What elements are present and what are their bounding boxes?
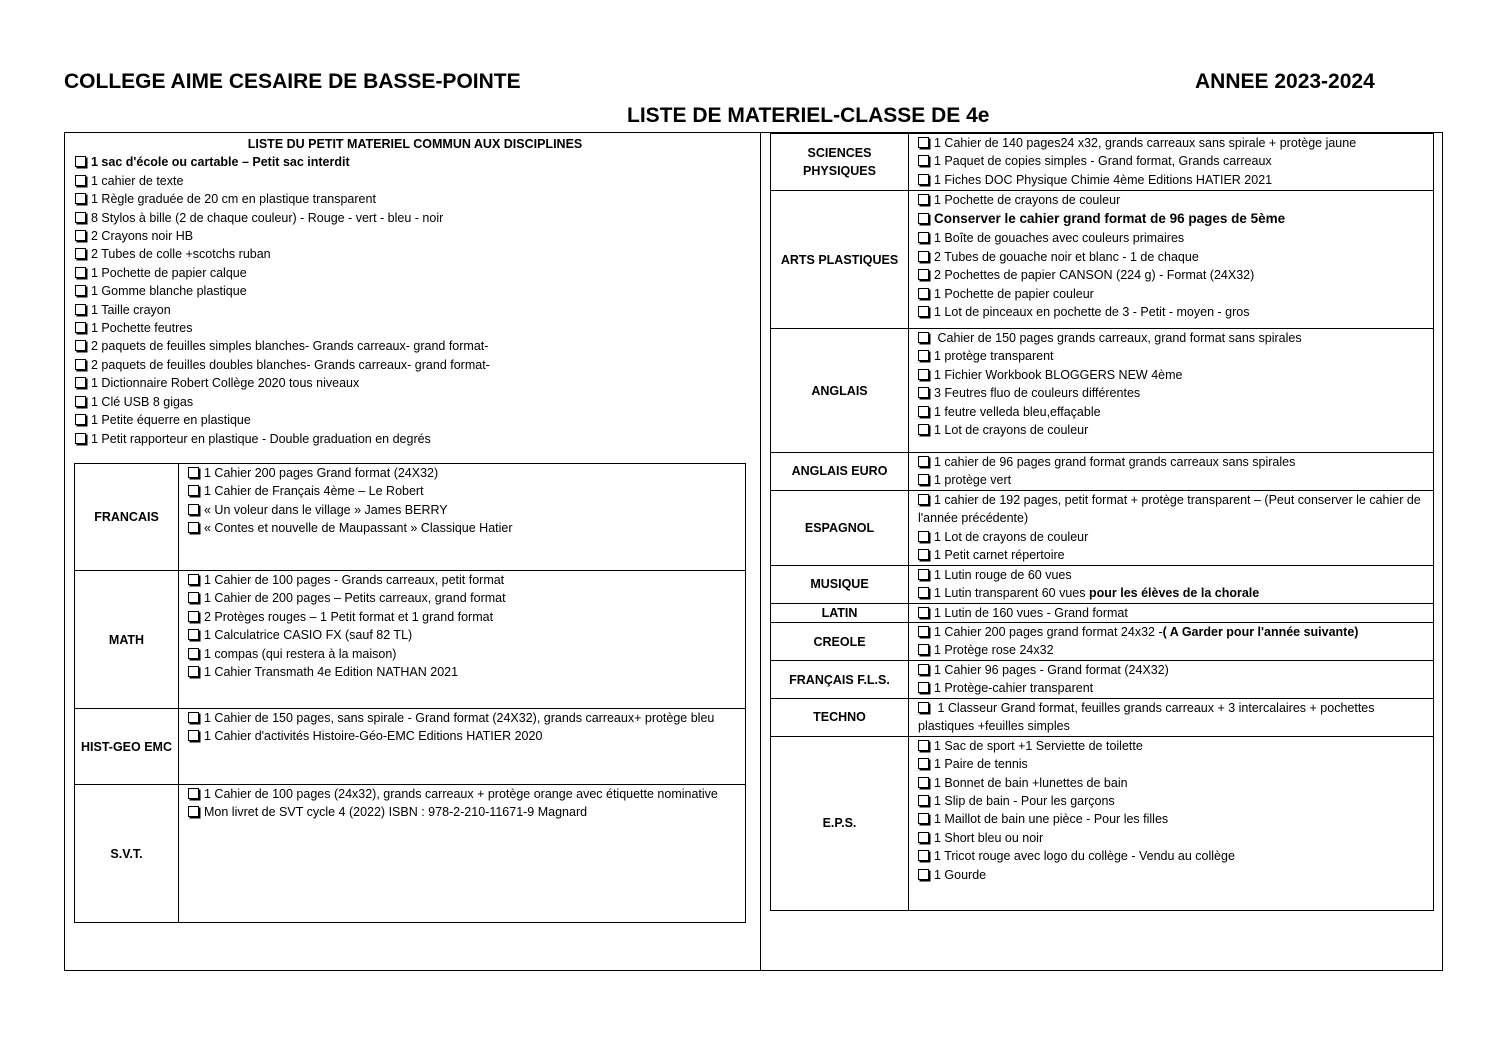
subject-row-svt — [75, 785, 746, 923]
checkbox-icon — [918, 406, 929, 417]
checkbox-icon — [918, 607, 929, 618]
list-item: 1 Boîte de gouaches avec couleurs primaires — [918, 229, 1429, 247]
checkbox-icon — [75, 175, 86, 186]
subject-row-math — [75, 571, 746, 709]
checkbox-icon — [918, 587, 929, 598]
subject-items — [179, 785, 746, 923]
subject-label: TECHNO — [771, 699, 909, 737]
checkbox-icon — [188, 611, 199, 622]
list-item: 1 Cahier de 150 pages, sans spirale - Grand format (24X32), grands carreaux+ protège bleu — [188, 709, 741, 727]
list-item: 1 Gomme blanche plastique — [75, 282, 755, 300]
subject-row-musique — [771, 565, 1434, 603]
checkbox-icon — [918, 664, 929, 675]
checkbox-icon — [918, 740, 929, 751]
checkbox-icon — [918, 758, 929, 769]
list-item: 1 Taille crayon — [75, 301, 755, 319]
checkbox-icon — [918, 531, 929, 542]
list-item: 1 Short bleu ou noir — [918, 829, 1429, 847]
checkbox-icon — [75, 285, 86, 296]
subject-items — [909, 603, 1434, 622]
checkbox-icon — [75, 340, 86, 351]
checkbox-icon — [918, 682, 929, 693]
checkbox-icon — [75, 377, 86, 388]
subject-label: MATH — [75, 571, 179, 709]
list-item: 2 Tubes de gouache noir et blanc - 1 de chaque — [918, 248, 1429, 266]
subject-label: ARTS PLASTIQUES — [771, 191, 909, 329]
subject-label: FRANÇAIS F.L.S. — [771, 661, 909, 699]
subject-row-hist-geo — [75, 709, 746, 785]
checkbox-icon — [918, 569, 929, 580]
list-item: Conserver le cahier grand format de 96 pages de 5ème — [918, 209, 1429, 229]
list-item: 1 Sac de sport +1 Serviette de toilette — [918, 737, 1429, 755]
list-item: 1 Lutin de 160 vues - Grand format — [918, 604, 1429, 622]
checkbox-icon — [188, 467, 199, 478]
subject-label: ESPAGNOL — [771, 490, 909, 565]
subject-label: E.P.S. — [771, 736, 909, 910]
subject-row-francais — [75, 464, 746, 571]
list-item: 1 Classeur Grand format, feuilles grands carreaux + 3 intercalaires + pochettes plastiques +feuilles simples — [918, 701, 1375, 734]
list-item: 1 protège transparent — [918, 347, 1429, 365]
list-item: 2 paquets de feuilles simples blanches- Grands carreaux- grand format- — [75, 337, 755, 355]
subject-row-francais-fls — [771, 661, 1434, 699]
list-item: 1 Cahier de 140 pages24 x32, grands carreaux sans spirale + protège jaune — [918, 134, 1429, 152]
list-item: 8 Stylos à bille (2 de chaque couleur) - Rouge - vert - bleu - noir — [75, 209, 755, 227]
checkbox-icon — [918, 456, 929, 467]
list-item: 1 Cahier 200 pages Grand format (24X32) — [188, 464, 741, 482]
subject-label: FRANCAIS — [75, 464, 179, 571]
subject-label: HIST-GEO EMC — [75, 709, 179, 785]
checkbox-icon — [918, 795, 929, 806]
checkbox-icon — [918, 194, 929, 205]
checkbox-icon — [188, 788, 199, 799]
list-item: 1 Gourde — [918, 866, 1429, 884]
list-item: 1 Petite équerre en plastique — [75, 411, 755, 429]
list-item: 1 Lutin transparent 60 vues pour les élèves de la chorale — [918, 584, 1429, 602]
checkbox-icon — [75, 304, 86, 315]
checkbox-icon — [918, 350, 929, 361]
checkbox-icon — [918, 644, 929, 655]
checkbox-icon — [918, 137, 929, 148]
list-item: 1 protège vert — [918, 471, 1429, 489]
list-item: 1 Fichier Workbook BLOGGERS NEW 4ème — [918, 366, 1429, 384]
checkbox-icon — [75, 359, 86, 370]
subject-row-arts-plastiques — [771, 191, 1434, 329]
common-material-list — [75, 135, 755, 448]
list-item: 1 Petit carnet répertoire — [918, 546, 1429, 564]
checkbox-icon — [918, 251, 929, 262]
list-item: 1 Pochette de papier calque — [75, 264, 755, 282]
list-item: 1 Protège rose 24x32 — [918, 641, 1429, 659]
subject-items — [909, 736, 1434, 910]
list-item: 2 Pochettes de papier CANSON (224 g) - Format (24X32) — [918, 266, 1429, 284]
checkbox-icon — [188, 592, 199, 603]
checkbox-icon — [188, 629, 199, 640]
checkbox-icon — [188, 522, 199, 533]
subject-items — [909, 134, 1434, 191]
subject-label: ANGLAIS — [771, 329, 909, 453]
list-item: 1 Lutin rouge de 60 vues — [918, 566, 1429, 584]
checkbox-icon — [918, 424, 929, 435]
list-item: 2 Protèges rouges – 1 Petit format et 1 grand format — [188, 608, 741, 626]
list-item: 1 Lot de crayons de couleur — [918, 528, 1429, 546]
checkbox-icon — [918, 474, 929, 485]
subject-items — [909, 699, 1434, 737]
checkbox-icon — [918, 232, 929, 243]
subject-items — [179, 571, 746, 709]
list-item: 1 Paire de tennis — [918, 755, 1429, 773]
page-title: LISTE DE MATERIEL-CLASSE DE 4e — [627, 104, 990, 127]
checkbox-icon — [75, 396, 86, 407]
subject-items — [909, 191, 1434, 329]
list-item: 1 Slip de bain - Pour les garçons — [918, 792, 1429, 810]
subject-items — [909, 623, 1434, 661]
subject-row-techno — [771, 699, 1434, 737]
list-item: 1 Bonnet de bain +lunettes de bain — [918, 774, 1429, 792]
list-item: 1 compas (qui restera à la maison) — [188, 645, 741, 663]
right-subjects-table — [770, 133, 1434, 911]
checkbox-icon — [918, 387, 929, 398]
checkbox-icon — [918, 626, 929, 637]
checkbox-icon — [918, 174, 929, 185]
list-item: 1 Clé USB 8 gigas — [75, 393, 755, 411]
list-item: 1 Cahier 96 pages - Grand format (24X32) — [918, 661, 1429, 679]
subject-items — [909, 490, 1434, 565]
list-item: 1 Pochette de papier couleur — [918, 285, 1429, 303]
checkbox-icon — [75, 414, 86, 425]
list-item: 1 feutre velleda bleu,effaçable — [918, 403, 1429, 421]
list-item: 1 Dictionnaire Robert Collège 2020 tous niveaux — [75, 374, 755, 392]
list-item: 1 Règle graduée de 20 cm en plastique transparent — [75, 190, 755, 208]
subject-items — [909, 329, 1434, 453]
checkbox-icon — [918, 332, 929, 343]
checkbox-icon — [918, 869, 929, 880]
subject-items — [909, 453, 1434, 491]
list-item: 1 Protège-cahier transparent — [918, 679, 1429, 697]
list-item: « Contes et nouvelle de Maupassant » Classique Hatier — [188, 519, 741, 537]
subject-row-creole — [771, 623, 1434, 661]
list-item: 1 Tricot rouge avec logo du collège - Vendu au collège — [918, 847, 1429, 865]
checkbox-icon — [918, 813, 929, 824]
subject-row-latin — [771, 603, 1434, 622]
list-item: 1 Lot de crayons de couleur — [918, 421, 1429, 439]
checkbox-icon — [188, 504, 199, 515]
list-item: 1 Cahier de 100 pages (24x32), grands carreaux + protège orange avec étiquette nominative — [188, 785, 741, 803]
checkbox-icon — [188, 485, 199, 496]
list-item: 1 Cahier de 200 pages – Petits carreaux, grand format — [188, 589, 741, 607]
list-item: 1 Lot de pinceaux en pochette de 3 - Petit - moyen - gros — [918, 303, 1429, 321]
list-item: 1 Pochette feutres — [75, 319, 755, 337]
list-item: 1 Maillot de bain une pièce - Pour les filles — [918, 810, 1429, 828]
checkbox-icon — [918, 702, 929, 713]
list-item: 2 paquets de feuilles doubles blanches- Grands carreaux- grand format- — [75, 356, 755, 374]
checkbox-icon — [75, 433, 86, 444]
checkbox-icon — [918, 288, 929, 299]
list-item: 1 Pochette de crayons de couleur — [918, 191, 1429, 209]
checkbox-icon — [75, 212, 86, 223]
subject-items — [179, 464, 746, 571]
checkbox-icon — [75, 322, 86, 333]
checkbox-icon — [918, 369, 929, 380]
subject-row-anglais — [771, 329, 1434, 453]
checkbox-icon — [918, 832, 929, 843]
list-item: 3 Feutres fluo de couleurs différentes — [918, 384, 1429, 402]
checkbox-icon — [75, 193, 86, 204]
checkbox-icon — [75, 230, 86, 241]
list-item: 1 Cahier d'activités Histoire-Géo-EMC Editions HATIER 2020 — [188, 727, 741, 745]
list-item: Mon livret de SVT cycle 4 (2022) ISBN : 978-2-210-11671-9 Magnard — [188, 803, 741, 821]
subject-items — [179, 709, 746, 785]
checkbox-icon — [188, 666, 199, 677]
list-item: « Un voleur dans le village » James BERRY — [188, 501, 741, 519]
checkbox-icon — [188, 806, 199, 817]
list-item: 1 cahier de 96 pages grand format grands carreaux sans spirales — [918, 453, 1429, 471]
list-item: 1 Cahier de 100 pages - Grands carreaux, petit format — [188, 571, 741, 589]
list-item: 2 Tubes de colle +scotchs ruban — [75, 245, 755, 263]
subject-label: SCIENCES PHYSIQUES — [771, 134, 909, 191]
checkbox-icon — [188, 648, 199, 659]
common-list-title: LISTE DU PETIT MATERIEL COMMUN AUX DISCIPLINES — [247, 137, 583, 151]
checkbox-icon — [918, 549, 929, 560]
subject-row-espagnol — [771, 490, 1434, 565]
checkbox-icon — [918, 850, 929, 861]
checkbox-icon — [75, 156, 86, 167]
list-item: 1 Paquet de copies simples - Grand format, Grands carreaux — [918, 152, 1429, 170]
subject-label: S.V.T. — [75, 785, 179, 923]
list-item: 1 Fiches DOC Physique Chimie 4ème Editions HATIER 2021 — [918, 171, 1429, 189]
column-divider — [760, 132, 761, 971]
school-name: COLLEGE AIME CESAIRE DE BASSE-POINTE — [64, 70, 521, 93]
subject-label: ANGLAIS EURO — [771, 453, 909, 491]
checkbox-icon — [918, 777, 929, 788]
subject-row-sciences-physiques — [771, 134, 1434, 191]
subject-label: LATIN — [771, 603, 909, 622]
subject-row-anglais-euro — [771, 453, 1434, 491]
list-item: 1 Cahier Transmath 4e Edition NATHAN 2021 — [188, 663, 741, 681]
subject-items — [909, 565, 1434, 603]
checkbox-icon — [188, 730, 199, 741]
list-item: 1 Calculatrice CASIO FX (sauf 82 TL) — [188, 626, 741, 644]
checkbox-icon — [918, 494, 929, 505]
checkbox-icon — [918, 269, 929, 280]
subject-label: CREOLE — [771, 623, 909, 661]
list-item: 1 Cahier 200 pages grand format 24x32 -( A Garder pour l'année suivante) — [918, 623, 1429, 641]
checkbox-icon — [75, 267, 86, 278]
list-item: 1 sac d'école ou cartable – Petit sac interdit — [75, 153, 755, 171]
school-year: ANNEE 2023-2024 — [1195, 70, 1375, 93]
list-item: 2 Crayons noir HB — [75, 227, 755, 245]
list-item: 1 cahier de texte — [75, 172, 755, 190]
subject-items — [909, 661, 1434, 699]
list-item: Cahier de 150 pages grands carreaux, grand format sans spirales — [918, 329, 1429, 347]
subject-label: MUSIQUE — [771, 565, 909, 603]
checkbox-icon — [918, 155, 929, 166]
list-item: 1 Petit rapporteur en plastique - Double graduation en degrés — [75, 430, 755, 448]
list-item: 1 cahier de 192 pages, petit format + protège transparent – (Peut conserver le cahier de l'année précédente) — [918, 492, 1421, 526]
list-item: 1 Cahier de Français 4ème – Le Robert — [188, 482, 741, 500]
subject-row-eps — [771, 736, 1434, 910]
checkbox-icon — [918, 213, 929, 224]
checkbox-icon — [918, 306, 929, 317]
left-subjects-table — [74, 463, 746, 923]
checkbox-icon — [188, 574, 199, 585]
checkbox-icon — [188, 712, 199, 723]
checkbox-icon — [75, 248, 86, 259]
